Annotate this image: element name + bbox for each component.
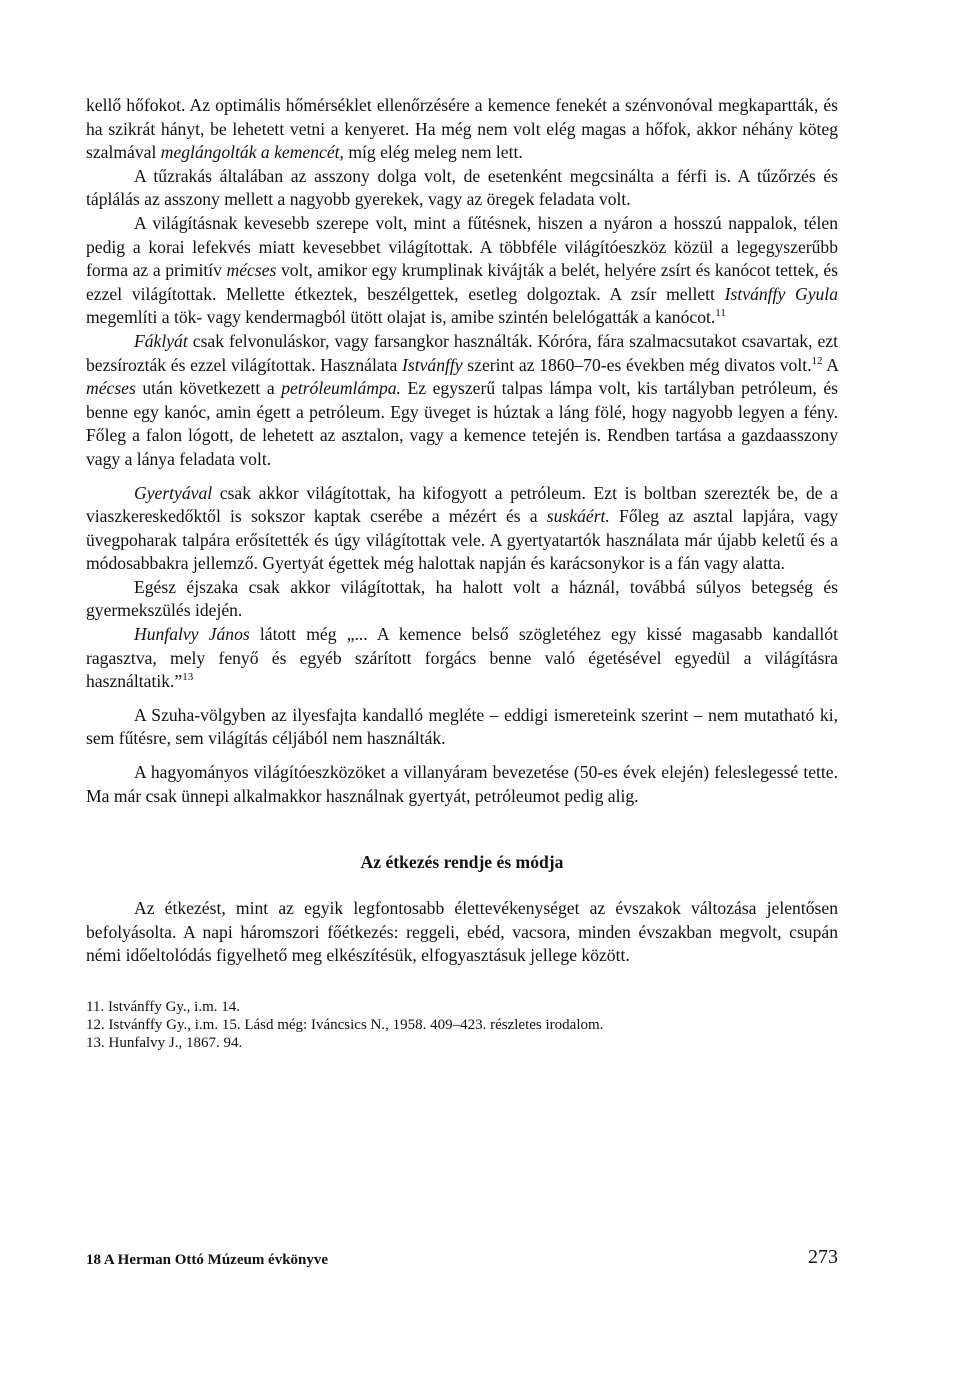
page-number: 273: [808, 1246, 838, 1268]
paragraph-4: Fáklyát csak felvonuláskor, vagy farsangkor használták. Kóróra, fára szalmacsutakot csavartak, ezt bezsírozták és ezzel világítottak. Használata Istvánffy szerint az 1860–70-es években még divatos volt.$^{12}$ A mécses után következett a petróleumlámpa. Ez egyszerű talpas lámpa volt, kis tartályban petróleum, és benne egy kanóc, amin égett a petróleum. Egy üveget is húztak a láng fölé, hogy nagyobb legyen a fény. Főleg a falon lógott, de lehetett az asztalon, vagy a kemence tetején is. Rendben tartása a gazdaasszony vagy a lánya feladata volt.: [86, 330, 839, 469]
paragraph-10: Az étkezést, mint az egyik legfontosabb élettevékenységet az évszakok változása jelentősen befolyásolta. A napi háromszori főétkezés: reggeli, ebéd, vacsora, minden évszakban megvolt, csupán némi időeltolódás figyelhető meg elkészítésük, elfogyasztásuk jellege között.: [86, 898, 838, 966]
paragraph-7: Hunfalvy János látott még „... A kemence belső szögletéhez egy kissé magasabb kandallót ragasztva, mely fenyő és egyéb szárított forgács benne való égetésével egyedül a világításra használtatik.”$^{13}$: [86, 624, 838, 692]
footnotes: [86, 998, 838, 1052]
paragraph-8: A Szuha-völgyben az ilyesfajta kandalló megléte – eddigi ismereteink szerint – nem mutatható ki, sem fűtésre, sem világítás céljából nem használták.: [86, 704, 838, 749]
footnote-ref-13: 13: [182, 671, 194, 684]
footnote-13: 13. Hunfalvy J., 1867. 94.: [86, 1035, 243, 1051]
footnote-11: 11. Istvánffy Gy., i.m. 14.: [86, 999, 241, 1015]
page-content: [86, 94, 838, 1052]
paragraph-6: Egész éjszaka csak akkor világítottak, ha halott volt a háznál, továbbá súlyos betegség és gyermekszülés idején.: [86, 576, 838, 621]
paragraph-2: A tűzrakás általában az asszony dolga volt, de esetenként megcsinálta a férfi is. A tűzőrzés és táplálás az asszony mellett a nagyobb gyerekek, vagy az öregek feladata volt.: [86, 165, 838, 210]
paragraph-1: kellő hőfokot. Az optimális hőmérséklet ellenőrzésére a kemence fenekét a szénvonóval megkapartták, és ha szikrát hányt, be lehetett vetni a kenyeret. Ha még nem volt elég magas a hőfok, akkor néhány köteg szalmával meglángolták a kemencét, míg elég meleg nem lett.: [86, 95, 838, 163]
footnote-ref-11: 11: [715, 307, 726, 320]
section-heading: Az étkezés rendje és módja: [360, 852, 564, 873]
footnote-12: 12. Istvánffy Gy., i.m. 15. Lásd még: Iváncsics N., 1958. 409–423. részletes irodalom.: [86, 1017, 604, 1033]
footnote-ref-12: 12: [811, 354, 823, 367]
footer-publication: 18 A Herman Ottó Múzeum évkönyve: [86, 1252, 329, 1268]
paragraph-9: A hagyományos világítóeszközöket a villanyáram bevezetése (50-es évek elején) feleslegessé tette. Ma már csak ünnepi alkalmakkor használnak gyertyát, petróleumot pedig alig.: [86, 762, 838, 806]
paragraph-3: A világításnak kevesebb szerepe volt, mint a fűtésnek, hiszen a nyáron a hosszú nappalok, télen pedig a korai lefekvés miatt kevesebbet világítottak. A többféle világítóeszköz közül a legegyszerűbb forma az a primitív mécses volt, amikor egy krumplinak kivájták a belét, helyére zsírt és kanócot tettek, és ezzel világítottak. Mellette étkeztek, beszélgettek, esetleg dolgoztak. A zsír mellett Istvánffy Gyula megemlíti a tök- vagy kendermagból ütött olajat is, amibe szintén belelógatták a kanócot.$^{11}$: [86, 212, 838, 328]
paragraph-5: Gyertyával csak akkor világítottak, ha kifogyott a petróleum. Ezt is boltban szerezték be, de a viaszkereskedőktől is sokszor kaptak cserébe a mézért és a suskáért. Főleg az asztal lapjára, vagy üvegpoharak talpára erősítették és úgy világítottak vele. A gyertyatartók használata már újabb keletű és a módosabbakra jellemző. Gyertyát égettek még halottak napján és karácsonykor is a fán vagy alatta.: [86, 482, 838, 574]
